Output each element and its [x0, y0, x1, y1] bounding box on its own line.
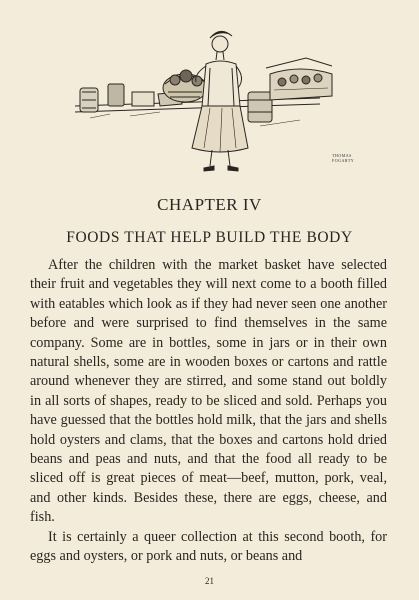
page-number: 21	[205, 576, 214, 586]
paragraph: After the children with the market basket have selected their fruit and vegetables they will next come to a booth filled with eatables which look as if they had never seen one another before and were surprised to find themselves in the same company. Some are in bottles, some in jars or in their own natural shells, some are in wooden boxes or cartons and rattle around whenever they are stirred, and some stand out boldly in all sorts of shapes, ready to be sliced and sold. Perhaps you have guessed that the bottles hold milk, that the jars and shells hold oysters and clams, that the boxes and cartons hold dried beans and peas and nuts, and that the food all ready to be sliced off is great pieces of meat—beef, mutton, pork, veal, and other kinds. Besides these, there are eggs, cheese, and fish.	[30, 257, 387, 526]
body-text	[30, 256, 387, 567]
paragraph: It is certainly a queer collection at this second booth, for eggs and oysters, or pork and nuts, or beans and	[30, 528, 387, 565]
chapter-heading: CHAPTER IV	[157, 195, 262, 214]
chapter-title: FOODS THAT HELP BUILD THE BODY	[66, 229, 353, 246]
girl-with-basket-drawing	[70, 8, 350, 178]
illustrator-signature: THOMAS FOGARTY	[332, 153, 355, 163]
market-booth-illustration	[70, 8, 355, 178]
